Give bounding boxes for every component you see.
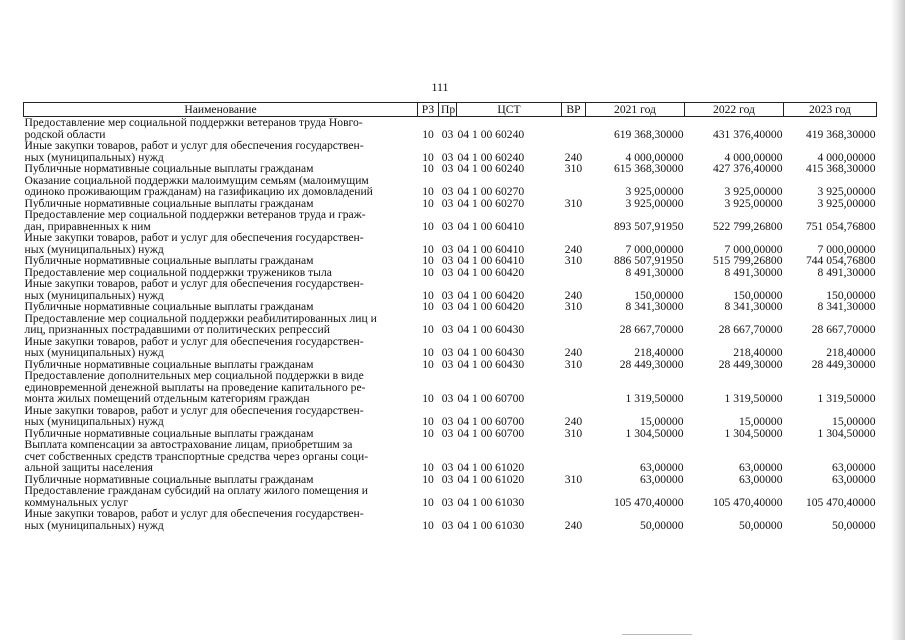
row-rz: 10: [422, 346, 434, 359]
row-name-line: Публичные нормативные социальные выплаты гражданам: [24, 426, 314, 440]
row-2023: 4 000,00000: [817, 150, 876, 164]
row-pr: 03: [441, 300, 454, 313]
row-2023: 3 925,00000: [817, 196, 876, 210]
row-name-line: альной защиты населения: [24, 461, 153, 474]
row-name-line: Предоставление мер социальной поддержки ветеранов труда и граж-: [24, 208, 366, 221]
row-rz: 10: [422, 357, 434, 371]
row-cst: 04 1 00 60700: [457, 392, 525, 405]
row-rz: 10: [422, 219, 434, 233]
row-name-line: счет собственных средств транспортные средства через органы соци-: [24, 449, 369, 463]
row-pr: 03: [441, 127, 454, 141]
row-2022: 431 376,40000: [712, 127, 783, 141]
table-row: [24, 508, 877, 531]
row-pr: 03: [441, 392, 454, 405]
row-rz: 10: [422, 162, 434, 175]
row-2021: 15,00000: [640, 415, 684, 428]
row-rz: 10: [422, 288, 434, 302]
row-name-line: Предоставление дополнительных мер социальной поддержки в виде: [24, 369, 364, 382]
row-2021: 63,00000: [640, 461, 684, 474]
row-cst: 04 1 00 60420: [457, 265, 525, 279]
row-vr: 240: [564, 150, 583, 164]
header-pr: Пр: [439, 103, 457, 117]
row-2023: 105 470,40000: [805, 495, 876, 509]
row-cst: 04 1 00 60410: [457, 242, 525, 256]
row-rz: 10: [422, 461, 434, 474]
table-row: [24, 232, 877, 255]
row-name-line: Оказание социальной поддержки малоимущим семьям (малоимущим: [24, 173, 369, 187]
row-pr: 03: [441, 162, 454, 175]
row-vr: 240: [564, 518, 583, 532]
row-2022: 1 304,50000: [724, 426, 783, 440]
row-2021: 893 507,91950: [613, 219, 684, 233]
row-name-line: Публичные нормативные социальные выплаты гражданам: [24, 472, 314, 486]
row-name: [24, 405, 418, 428]
row-2022: 3 925,00000: [724, 196, 783, 210]
row-2021: 8 341,30000: [625, 300, 684, 313]
row-2021: 63,00000: [640, 472, 684, 486]
row-name-line: Иные закупки товаров, работ и услуг для обеспечения государствен-: [24, 334, 364, 348]
row-vr: [562, 175, 586, 198]
row-name-line: родской области: [24, 127, 106, 141]
row-2021: 3 925,00000: [625, 185, 684, 198]
row-name-line: единовременной денежной выплаты на проведение капитального ре-: [24, 380, 366, 394]
row-2022: 50,00000: [739, 518, 783, 532]
header-2021: 2021 год: [586, 103, 685, 117]
row-rz: 10: [422, 495, 434, 509]
row-name: [24, 370, 418, 405]
row-rz: 10: [422, 518, 434, 532]
table-row: [24, 485, 877, 508]
row-2022: 522 799,26800: [712, 219, 783, 233]
row-pr: 03: [441, 518, 454, 532]
scan-page-edge: [891, 0, 905, 640]
row-name-line: ных (муниципальных) нужд: [24, 518, 164, 532]
row-name: [24, 439, 418, 474]
row-rz: 10: [422, 242, 434, 256]
row-2023: 751 054,76800: [805, 219, 876, 233]
row-name-line: дан, приравненных к ним: [24, 219, 151, 233]
row-vr: 310: [564, 357, 583, 371]
row-2022: 105 470,40000: [712, 495, 783, 509]
row-2021: 105 470,40000: [613, 495, 684, 509]
row-rz: 10: [422, 472, 434, 486]
row-name-line: Иные закупки товаров, работ и услуг для обеспечения государствен-: [24, 277, 364, 290]
row-rz: 10: [422, 265, 434, 279]
row-name-line: Предоставление гражданам субсидий на оплату жилого помещения и: [24, 484, 368, 497]
table-row: [24, 313, 877, 336]
row-name-line: Предоставление мер социальной поддержки реабилитированных лиц и: [24, 311, 377, 325]
row-pr: 03: [441, 150, 454, 164]
row-pr: 03: [441, 472, 454, 486]
row-name-line: Выплата компенсации за автострахование лицам, приобретшим за: [24, 438, 353, 451]
row-2023: 1 319,50000: [817, 392, 876, 405]
row-cst: 04 1 00 61030: [457, 518, 525, 532]
row-rz: 10: [422, 254, 434, 267]
row-cst: 04 1 00 61020: [457, 461, 525, 474]
row-name-line: лиц, признанных пострадавшими от политических репрессий: [24, 323, 330, 336]
header-cst: ЦСТ: [457, 103, 562, 117]
row-pr: 03: [441, 426, 454, 440]
row-2022: 8 491,30000: [724, 265, 783, 279]
row-name: [24, 140, 418, 163]
budget-table: [23, 102, 877, 531]
row-2022: 63,00000: [739, 461, 783, 474]
row-2023: 63,00000: [832, 461, 876, 474]
row-vr: 310: [564, 426, 583, 440]
row-name-line: Иные закупки товаров, работ и услуг для обеспечения государствен-: [24, 507, 364, 520]
row-vr: 310: [564, 162, 583, 175]
row-name-line: Иные закупки товаров, работ и услуг для обеспечения государствен-: [24, 139, 364, 152]
row-2022: 8 341,30000: [724, 300, 783, 313]
table-row: [24, 175, 877, 198]
table-row: [24, 117, 877, 141]
row-pr: 03: [441, 461, 454, 474]
header-rz: РЗ: [418, 103, 439, 117]
row-rz: 10: [422, 392, 434, 405]
row-name: [24, 117, 418, 141]
row-pr: 03: [441, 288, 454, 302]
row-pr: 03: [441, 346, 454, 359]
row-2022: 28 667,70000: [718, 323, 783, 336]
row-name-line: ных (муниципальных) нужд: [24, 415, 164, 428]
row-name-line: ных (муниципальных) нужд: [24, 242, 164, 256]
row-name-line: Публичные нормативные социальные выплаты гражданам: [24, 196, 314, 210]
row-2021: 218,40000: [634, 346, 684, 359]
row-2023: 3 925,00000: [817, 185, 876, 198]
row-2022: 3 925,00000: [724, 185, 783, 198]
table-row: [24, 336, 877, 359]
row-2023: 419 368,30000: [805, 127, 876, 141]
row-2021: 619 368,30000: [613, 127, 684, 141]
row-2021: 4 000,00000: [625, 150, 684, 164]
table-row: [24, 439, 877, 474]
row-name-line: Публичные нормативные социальные выплаты гражданам: [24, 254, 314, 267]
row-cst: 04 1 00 61020: [457, 472, 525, 486]
table-body: [24, 117, 877, 532]
row-2022: 150,00000: [733, 288, 783, 302]
page-number: 111: [431, 80, 449, 94]
row-2023: 8 341,30000: [817, 300, 876, 313]
row-2023: 7 000,00000: [817, 242, 876, 256]
row-name-line: одиноко проживающим гражданам) на газификацию их домовладений: [24, 185, 373, 198]
table-header-row: [24, 103, 877, 117]
row-2022: 4 000,00000: [724, 150, 783, 164]
row-2023: 50,00000: [832, 518, 876, 532]
row-2021: 3 925,00000: [625, 196, 684, 210]
row-2022: 15,00000: [739, 415, 783, 428]
row-rz: 10: [422, 300, 434, 313]
row-name: [24, 336, 418, 359]
table-row: [24, 209, 877, 232]
row-name-line: Публичные нормативные социальные выплаты гражданам: [24, 300, 314, 313]
row-2023: 15,00000: [832, 415, 876, 428]
scan-artifact-line: [622, 634, 692, 635]
row-2021: 7 000,00000: [625, 242, 684, 256]
row-name-line: ных (муниципальных) нужд: [24, 150, 164, 164]
row-2022: 427 376,40000: [712, 162, 783, 175]
row-pr: 03: [441, 357, 454, 371]
row-2021: 150,00000: [634, 288, 684, 302]
row-pr: 03: [441, 254, 454, 267]
row-cst: 04 1 00 60410: [457, 254, 525, 267]
row-name: [24, 508, 418, 531]
row-2022: 218,40000: [733, 346, 783, 359]
table-row: [24, 370, 877, 405]
row-cst: 04 1 00 60270: [457, 196, 525, 210]
row-vr: 240: [564, 242, 583, 256]
row-vr: 310: [564, 472, 583, 486]
row-2021: 50,00000: [640, 518, 684, 532]
row-cst: 04 1 00 60410: [457, 219, 525, 233]
row-pr: 03: [441, 323, 454, 336]
row-name: [24, 175, 418, 198]
header-2023: 2023 год: [784, 103, 877, 117]
row-pr: 03: [441, 415, 454, 428]
row-name-line: коммунальных услуг: [24, 495, 129, 509]
row-rz: 10: [422, 426, 434, 440]
table-row: [24, 140, 877, 163]
row-name-line: Иные закупки товаров, работ и услуг для обеспечения государствен-: [24, 403, 364, 417]
row-pr: 03: [441, 219, 454, 233]
row-rz: 10: [422, 415, 434, 428]
row-2021: 28 449,30000: [619, 357, 684, 371]
row-2022: 28 449,30000: [718, 357, 783, 371]
row-vr: 240: [564, 415, 583, 428]
row-vr: [562, 439, 586, 474]
row-2023: 63,00000: [832, 472, 876, 486]
header-vr: ВР: [562, 103, 586, 117]
row-rz: 10: [422, 185, 434, 198]
row-name-line: ных (муниципальных) нужд: [24, 288, 164, 302]
header-2022: 2022 год: [685, 103, 784, 117]
row-pr: 03: [441, 242, 454, 256]
row-cst: 04 1 00 60270: [457, 185, 525, 198]
row-vr: 240: [564, 288, 583, 302]
row-2023: 744 054,76800: [805, 254, 876, 267]
row-2022: 515 799,26800: [712, 254, 783, 267]
row-cst: 04 1 00 60420: [457, 288, 525, 302]
row-2023: 150,00000: [826, 288, 876, 302]
row-vr: [562, 370, 586, 405]
row-2021: 615 368,30000: [613, 162, 684, 175]
row-name: [24, 232, 418, 255]
row-2023: 28 667,70000: [811, 323, 876, 336]
row-cst: 04 1 00 60430: [457, 323, 525, 336]
row-cst: 04 1 00 60240: [457, 162, 525, 175]
row-vr: 240: [564, 346, 583, 359]
row-pr: 03: [441, 196, 454, 210]
row-rz: 10: [422, 196, 434, 210]
row-2021: 886 507,91950: [613, 254, 684, 267]
row-2022: 63,00000: [739, 472, 783, 486]
row-2022: 7 000,00000: [724, 242, 783, 256]
row-cst: 04 1 00 60430: [457, 357, 525, 371]
row-pr: 03: [441, 265, 454, 279]
row-name-line: Предоставление мер социальной поддержки ветеранов труда Новго-: [24, 116, 363, 129]
row-2021: 1 304,50000: [625, 426, 684, 440]
row-2021: 28 667,70000: [619, 323, 684, 336]
row-pr: 03: [441, 185, 454, 198]
row-name-line: Предоставление мер социальной поддержки тружеников тыла: [24, 265, 332, 279]
row-vr: [562, 313, 586, 336]
row-vr: 310: [564, 300, 583, 313]
row-vr: [562, 485, 586, 508]
row-name-line: ных (муниципальных) нужд: [24, 346, 164, 359]
row-vr: 310: [564, 254, 583, 267]
row-2023: 1 304,50000: [817, 426, 876, 440]
row-name: [24, 485, 418, 508]
row-cst: 04 1 00 60420: [457, 300, 525, 313]
row-rz: 10: [422, 150, 434, 164]
row-vr: [562, 209, 586, 232]
row-2021: 1 319,50000: [625, 392, 684, 405]
row-cst: 04 1 00 60430: [457, 346, 525, 359]
table-row: [24, 278, 877, 301]
row-2023: 218,40000: [826, 346, 876, 359]
row-cst: 04 1 00 61030: [457, 495, 525, 509]
row-vr: [562, 117, 586, 141]
row-2023: 28 449,30000: [811, 357, 876, 371]
row-pr: 03: [441, 495, 454, 509]
row-name: [24, 313, 418, 336]
header-name: Наименование: [24, 103, 418, 117]
row-cst: 04 1 00 60700: [457, 426, 525, 440]
row-cst: 04 1 00 60240: [457, 127, 525, 141]
row-cst: 04 1 00 60700: [457, 415, 525, 428]
row-name-line: Иные закупки товаров, работ и услуг для обеспечения государствен-: [24, 231, 364, 244]
row-rz: 10: [422, 323, 434, 336]
row-2022: 1 319,50000: [724, 392, 783, 405]
row-name-line: монта жилых помещений отдельным категориям граждан: [24, 392, 310, 405]
row-2023: 415 368,30000: [805, 162, 876, 175]
row-2021: 8 491,30000: [625, 265, 684, 279]
row-vr: [562, 267, 586, 279]
table-row: [24, 405, 877, 428]
row-2023: 8 491,30000: [817, 265, 876, 279]
row-name: [24, 209, 418, 232]
row-name-line: Публичные нормативные социальные выплаты гражданам: [24, 162, 314, 175]
row-vr: 310: [564, 196, 583, 210]
row-rz: 10: [422, 127, 434, 141]
row-name-line: Публичные нормативные социальные выплаты гражданам: [24, 357, 314, 371]
row-name: [24, 278, 418, 301]
row-cst: 04 1 00 60240: [457, 150, 525, 164]
